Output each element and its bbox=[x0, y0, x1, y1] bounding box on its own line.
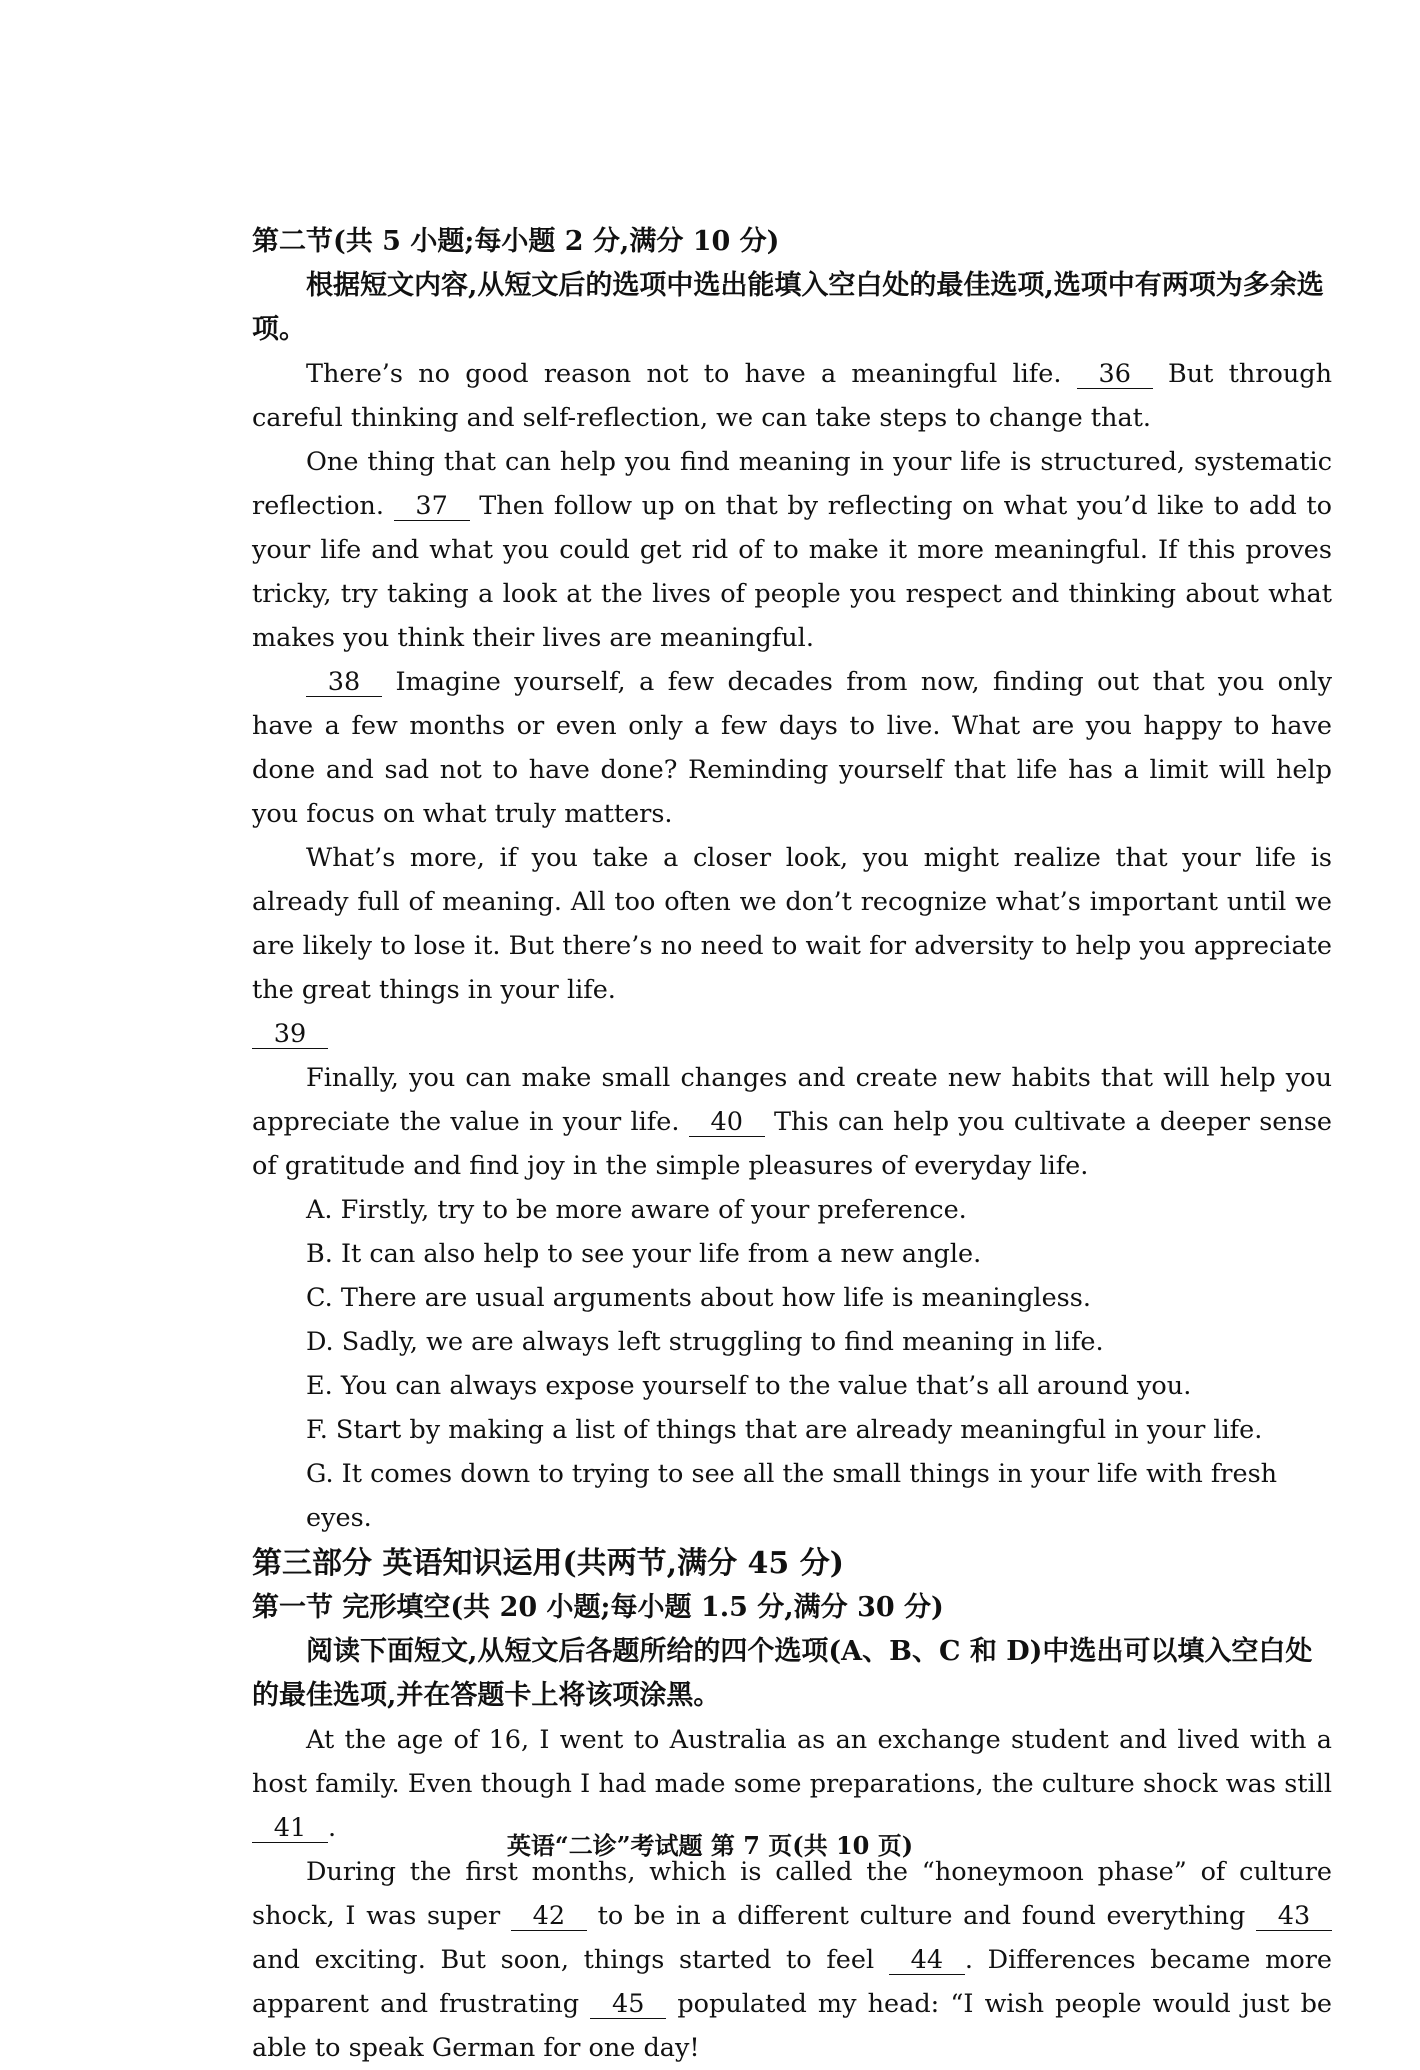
passage-blank-line bbox=[252, 1012, 1332, 1056]
part-3-heading: 第三部分 英语知识运用(共两节,满分 45 分) bbox=[252, 1546, 844, 1581]
section-2-heading: 第二节(共 5 小题;每小题 2 分,满分 10 分) bbox=[252, 226, 780, 257]
paragraph-text: to be in a different culture and found everything bbox=[597, 1901, 1246, 1931]
paragraph-text: But through careful thinking and self-reflection, we can take steps to change that. bbox=[252, 359, 1333, 433]
passage-paragraph-4: What’s more, if you take a closer look, you might realize that your life is already full of meaning. All too often we don’t recognize what’s important until we are likely to lose it. But there’s no need to wait for adversity to help you appreciate the great things in your life. bbox=[252, 843, 1332, 1005]
paragraph-text: At the age of 16, I went to Australia as an exchange student and lived with a host family. Even though I had made some preparations, the culture shock was still bbox=[252, 1725, 1332, 1799]
paragraph-text: and exciting. But soon, things started to feel bbox=[252, 1945, 875, 1975]
paragraph-text: Finally, you can make small changes and create new habits that will help you appreciate the value in your life. bbox=[252, 1063, 1332, 1137]
option-d: D. Sadly, we are always left struggling to find meaning in life. bbox=[306, 1327, 1104, 1357]
option-a: A. Firstly, try to be more aware of your preference. bbox=[306, 1195, 967, 1225]
paragraph-text: populated my head: “I wish people would just be able to speak German for one day! bbox=[252, 1989, 1333, 2063]
passage-paragraph-2 bbox=[252, 440, 1332, 660]
blank-39: 39 bbox=[252, 1020, 328, 1049]
option-e: E. You can always expose yourself to the value that’s all around you. bbox=[306, 1371, 1192, 1401]
paragraph-text: During the first months, which is called the “honeymoon phase” of culture shock, I was super bbox=[252, 1857, 1332, 1931]
page-footer: 英语“二诊”考试题 第 7 页(共 10 页) bbox=[506, 1831, 914, 1860]
blank-37: 37 bbox=[394, 492, 470, 521]
blank-42: 42 bbox=[511, 1902, 587, 1931]
blank-43: 43 bbox=[1256, 1902, 1332, 1931]
part-3-section-1-heading: 第一节 完形填空(共 20 小题;每小题 1.5 分,满分 30 分) bbox=[252, 1592, 944, 1623]
paragraph-text: Imagine yourself, a few decades from now, finding out that you only have a few months or even only a few days to live. What are you happy to have done and sad not to have done? Reminding yourself that life has a limit will help you focus on what truly matters. bbox=[252, 667, 1333, 829]
paragraph-text: Then follow up on that by reflecting on what you’d like to add to your life and what you could get rid of to make it more meaningful. If this proves tricky, try taking a look at the lives of people you respect and thinking about what makes you think their lives are meaningful. bbox=[252, 491, 1333, 653]
part-3-instruction: 阅读下面短文,从短文后各题所给的四个选项(A、B、C 和 D)中选出可以填入空白处的最佳选项,并在答题卡上将该项涂黑。 bbox=[252, 1636, 1313, 1711]
blank-45: 45 bbox=[590, 1990, 666, 2019]
paragraph-text: There’s no good reason not to have a meaningful life. bbox=[306, 359, 1062, 389]
passage-paragraph-5 bbox=[252, 1056, 1332, 1188]
blank-38: 38 bbox=[306, 668, 382, 697]
option-g: G. It comes down to trying to see all the small things in your life with fresh eyes. bbox=[306, 1459, 1278, 1533]
paragraph-text: This can help you cultivate a deeper sense of gratitude and find joy in the simple pleasures of everyday life. bbox=[252, 1107, 1332, 1181]
option-f: F. Start by making a list of things that are already meaningful in your life. bbox=[306, 1415, 1263, 1445]
answer-options bbox=[252, 1188, 1332, 1540]
blank-40: 40 bbox=[689, 1108, 765, 1137]
cloze-paragraph-2 bbox=[252, 1850, 1332, 2070]
blank-36: 36 bbox=[1077, 360, 1153, 389]
paragraph-text: . Differences became more apparent and frustrating bbox=[252, 1945, 1332, 2019]
cloze-paragraph-1: At the age of 16, I went to Australia as an exchange student and lived with a host family. Even though I had made some preparations, the culture shock was still 41 . bbox=[252, 1725, 1332, 1843]
passage-paragraph-3 bbox=[252, 660, 1332, 836]
blank-41: 41 bbox=[252, 1814, 328, 1843]
page-content bbox=[252, 220, 1332, 2070]
paragraph-text: One thing that can help you find meaning in your life is structured, systematic reflection. bbox=[252, 447, 1332, 521]
section-2-instruction: 根据短文内容,从短文后的选项中选出能填入空白处的最佳选项,选项中有两项为多余选项。 bbox=[252, 270, 1324, 345]
option-b: B. It can also help to see your life from a new angle. bbox=[306, 1239, 982, 1269]
passage-paragraph-1 bbox=[252, 352, 1332, 440]
blank-44: 44 bbox=[889, 1946, 965, 1975]
option-c: C. There are usual arguments about how life is meaningless. bbox=[306, 1283, 1091, 1313]
